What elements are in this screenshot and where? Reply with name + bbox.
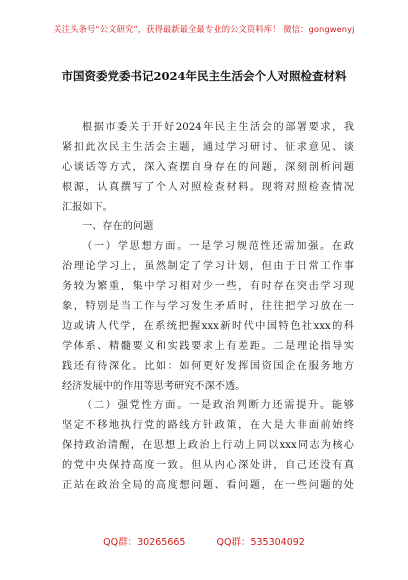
body-line: （一）学思想方面。一是学习规范性还需加强。在政 bbox=[82, 241, 354, 253]
body-line: 经济发展中的作用等思考研究不深不透。 bbox=[62, 380, 246, 392]
document-body bbox=[62, 118, 354, 496]
body-line: 践还有待深化。比如：如何更好发挥国资国企在服务地方 bbox=[62, 360, 354, 372]
footer-contacts bbox=[0, 534, 408, 548]
body-line: 根源，认真撰写了个人对照检查材料。现将对照检查情况 bbox=[62, 181, 354, 193]
body-line: 务较为繁重，集中学习相对少一些，有时存在突击学习现 bbox=[62, 281, 354, 293]
body-line: 坚定不移地执行党的路线方针政策，在大是大非面前始终 bbox=[62, 420, 354, 432]
section-heading: 一、存在的问题 bbox=[82, 221, 154, 233]
body-line: 根据市委关于开好2024年民主生活会的部署要求，我 bbox=[82, 122, 354, 133]
body-line: 象，特别是当工作与学习发生矛盾时，往往把学习放在一 bbox=[62, 301, 354, 313]
footer-qq-group-1: QQ群：30265665 bbox=[103, 537, 186, 548]
body-line: （二）强党性方面。一是政治判断力还需提升。能够 bbox=[82, 400, 354, 412]
body-line: 的党中央保持高度一致。但从内心深处讲，自己还没有真 bbox=[62, 460, 354, 472]
body-line: 正站在政治全局的高度想问题、看问题，在一些问题的处 bbox=[62, 480, 354, 492]
header-note: 关注头条号“公文研究”，获得最新最全最专业的公文资料库！ 微信：gongwenyj bbox=[53, 24, 355, 34]
body-line: 学体系、精髓要义和实践要求上有差距。二是理论指导实 bbox=[62, 340, 354, 352]
body-line: 保持政治清醒，在思想上政治上行动上同以xxx同志为核心 bbox=[62, 440, 354, 452]
body-line: 边或请人代学，在系统把握xxx新时代中国特色社xxx的科 bbox=[62, 320, 354, 332]
body-line: 治理论学习上，虽然制定了学习计划，但由于日常工作事 bbox=[62, 261, 354, 273]
footer-qq-group-2: QQ群：535304092 bbox=[216, 537, 305, 548]
body-line: 紧扣此次民主生活会主题，通过学习研讨、征求意见、谈 bbox=[62, 141, 354, 153]
document-title: 市国资委党委书记2024年民主生活会个人对照检查材料 bbox=[61, 69, 347, 83]
body-line: 汇报如下。 bbox=[62, 201, 113, 213]
body-line: 心谈话等方式，深入查摆自身存在的问题，深刻剖析问题 bbox=[62, 161, 354, 173]
